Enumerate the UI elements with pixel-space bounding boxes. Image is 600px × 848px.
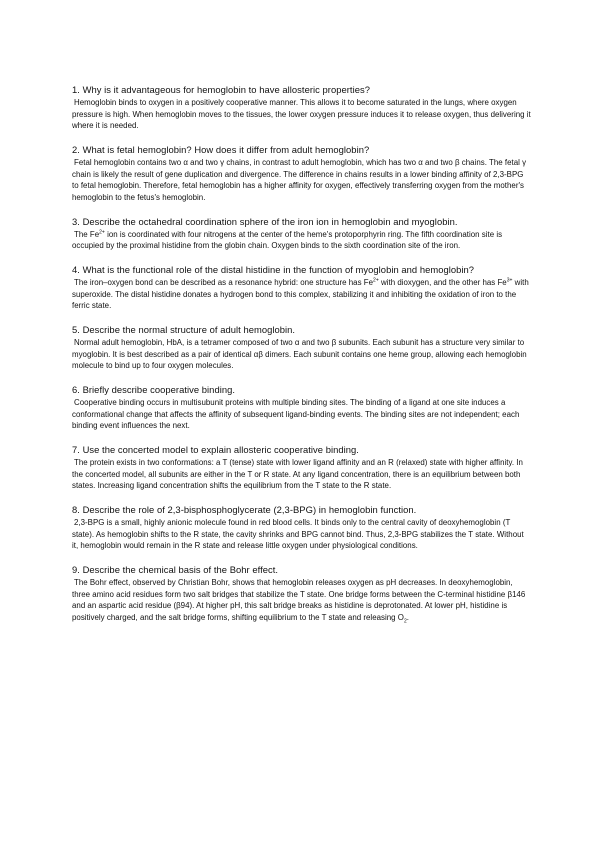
qa-item-5 — [72, 324, 532, 372]
answer-1: Hemoglobin binds to oxygen in a positively cooperative manner. This allows it to become saturated in the lungs, where oxygen pressure is high. When hemoglobin moves to the tissues, the lower oxygen pressure induces it to release oxygen, thus delivering it where it is needed. — [72, 98, 531, 131]
answer-3 — [72, 229, 532, 252]
question-4: 4. What is the functional role of the distal histidine in the function of myoglobin and hemoglobin? — [72, 263, 475, 275]
question-3: 3. Describe the octahedral coordination sphere of the iron ion in hemoglobin and myoglobin. — [72, 215, 458, 227]
answer-4 — [72, 277, 532, 312]
answer-4-text-c: with superoxide. The distal histidine donates a hydrogen bond to this complex, stabilizing it and inhibiting the oxidation of iron to the ferric state. — [72, 278, 529, 311]
qa-item-7 — [72, 444, 532, 492]
question-6: 6. Briefly describe cooperative binding. — [72, 383, 236, 395]
qa-item-1 — [72, 84, 532, 132]
answer-3-text-b: ion is coordinated with four nitrogens at the center of the heme's protoporphyrin ring. The fifth coordination site is occupied by the proximal histidine from the globin chain. Oxygen binds to the sixth coordination site of the iron. — [72, 229, 503, 251]
qa-item-8 — [72, 504, 532, 552]
qa-item-9 — [72, 564, 532, 624]
answer-3-superscript: 2+ — [99, 229, 105, 236]
answer-8: 2,3-BPG is a small, highly anionic molecule found in red blood cells. It binds only to the central cavity of deoxyhemoglobin (T state). As hemoglobin shifts to the R state, the cavity shrinks and BPG cannot bind. Thus, 2,3-BPG stabilizes the T state. Without it, hemoglobin would remain in the R state and release little oxygen under physiological conditions. — [72, 518, 524, 551]
answer-9-subscript: 2 — [403, 618, 407, 625]
qa-item-4 — [72, 264, 532, 312]
answer-2: Fetal hemoglobin contains two α and two γ chains, in contrast to adult hemoglobin, which has two α and two β chains. The fetal γ chain is likely the result of gene duplication and divergence. The difference in chains results in a lower binding affinity of 2,3-BPG to fetal hemoglobin. Therefore, fetal hemoglobin has a higher affinity for oxygen, effectively transferring oxygen from the mother's hemoglobin to the fetus's hemoglobin. — [72, 158, 527, 202]
answer-4-superscript-b: 3+ — [506, 277, 513, 284]
answer-4-text-b: with dioxygen, and the other has Fe — [378, 278, 507, 288]
question-5: 5. Describe the normal structure of adult hemoglobin. — [72, 323, 296, 335]
answer-9-text-b: . — [406, 612, 409, 622]
question-8: 8. Describe the role of 2,3-bisphosphoglycerate (2,3-BPG) in hemoglobin function. — [72, 503, 417, 515]
answer-4-superscript-a: 2+ — [373, 277, 379, 284]
question-7: 7. Use the concerted model to explain allosteric cooperative binding. — [72, 443, 359, 455]
answer-9 — [72, 577, 532, 623]
qa-item-6 — [72, 384, 532, 432]
answer-7: The protein exists in two conformations: a T (tense) state with lower ligand affinity and an R (relaxed) state with higher affinity. In the concerted model, all subunits are either in the T or R state. At any ligand concentration, there is an equilibrium between both states. Increasing ligand concentration shifts the equilibrium from the T state to the R state. — [72, 458, 523, 491]
answer-4-text-a: The iron–oxygen bond can be described as a resonance hybrid: one structure has Fe — [74, 278, 374, 288]
question-1: 1. Why is it advantageous for hemoglobin to have allosteric properties? — [72, 84, 370, 95]
answer-9-text-a: The Bohr effect, observed by Christian Bohr, shows that hemoglobin releases oxygen as pH decreases. In deoxyhemoglobin, three amino acid residues form two salt bridges that stabilize the T state. One bridge forms between the C-terminal histidine β146 and an aspartic acid residue (β94). At higher pH, this salt bridge breaks as histidine is deprotonated. At lower pH, histidine is positively charged, and the salt bridge forms, shifting equilibrium to the T state and releasing O — [72, 578, 526, 622]
question-2: 2. What is fetal hemoglobin? How does it differ from adult hemoglobin? — [72, 143, 370, 155]
qa-item-3 — [72, 216, 532, 252]
qa-item-2 — [72, 144, 532, 204]
answer-6: Cooperative binding occurs in multisubunit proteins with multiple binding sites. The binding of a ligand at one site induces a conformational change that affects the affinity of subsequent ligand-binding events. The binding sites are not independent; each binding event influences the next. — [72, 398, 520, 431]
question-9: 9. Describe the chemical basis of the Bohr effect. — [72, 563, 279, 575]
answer-3-text-a: The Fe — [74, 229, 100, 239]
document-page — [72, 84, 532, 635]
answer-5: Normal adult hemoglobin, HbA, is a tetramer composed of two α and two β subunits. Each subunit has a structure very similar to myoglobin. It is best described as a pair of identical αβ dimers. Each subunit contains one heme group, allowing each hemoglobin molecule to bind up to four oxygen molecules. — [72, 338, 527, 371]
